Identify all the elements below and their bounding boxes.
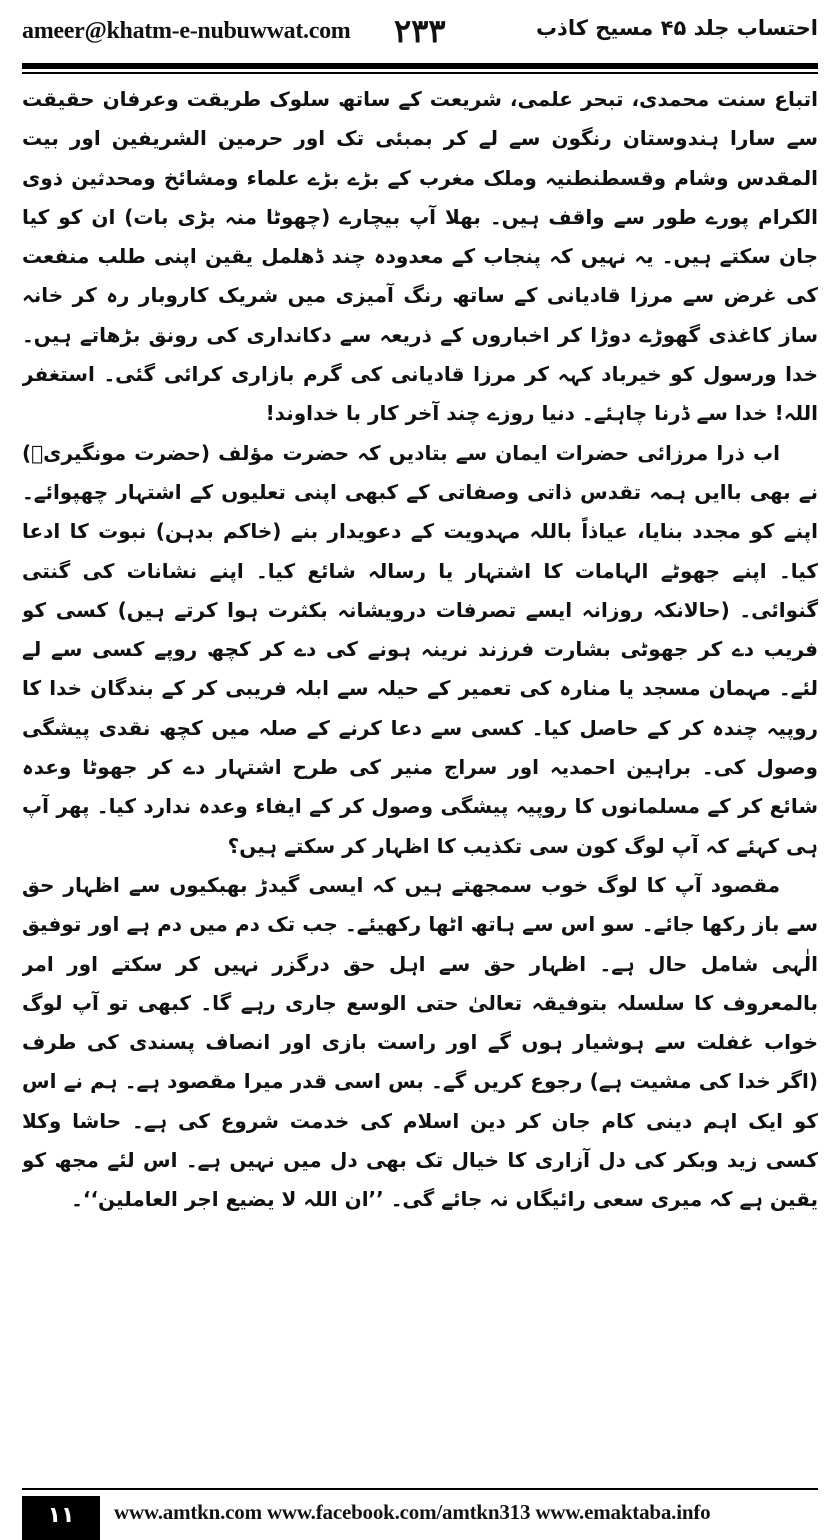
header-page-number: ۲۳۳: [394, 12, 446, 50]
page-header: [22, 12, 818, 60]
footer-website-links[interactable]: www.amtkn.com www.facebook.com/amtkn313 www.emaktaba.info: [114, 1500, 711, 1524]
page-footer: [22, 1488, 818, 1528]
header-rule-thick: [22, 63, 818, 69]
header-rule-thin: [22, 72, 818, 74]
header-email[interactable]: ameer@khatm-e-nubuwwat.com: [22, 18, 351, 44]
header-book-title: احتساب جلد ۴۵ مسیح کاذب: [535, 16, 818, 40]
body-text: [22, 80, 818, 1480]
footer-page-number: ۱۱: [22, 1496, 100, 1540]
paragraph-1: اتباع سنت محمدی، تبحر علمی، شریعت کے ساتھ سلوک طریقت وعرفان حقیقت سے سارا ہندوستان رنگون سے لے کر بمبئی تک اور حرمین الشریفین اور بیت المقدس وشام وقسطنطنیہ وملک مغرب کے بڑے بڑے علماء ومشائخ ومحدثین ذوی الکرام پورے طور سے واقف ہیں۔ بھلا آپ بیچارے (چھوٹا منہ بڑی بات) ان کو کیا جان سکتے ہیں۔ یہ نہیں کہ پنجاب کے معدودہ چند ڈھلمل یقین اپنی طلب منفعت کی غرض سے مرزا قادیانی کے ساتھ رنگ آمیزی میں شریک کاروبار رہ کر خانہ ساز کاغذی گھوڑے دوڑا کر اخباروں کے ذریعہ سے دکانداری کی رونق بڑھاتے ہیں۔ خدا ورسول کو خیرباد کہہ کر مرزا قادیانی کی گرم بازاری کرائی گئی۔ استغفر اللہ! خدا سے ڈرنا چاہئے۔ دنیا روزے چند آخر کار با خداوند!: [22, 87, 818, 426]
footer-rule: [22, 1488, 818, 1490]
paragraph-3: مقصود آپ کا لوگ خوب سمجھتے ہیں کہ ایسی گیدڑ بھبکیوں سے اظہار حق سے باز رکھا جائے۔ سو اس سے ہاتھ اٹھا رکھیئے۔ جب تک دم میں دم ہے اور توفیق الٰہی شامل حال ہے۔ اظہار حق سے اہل حق درگزر نہیں کر سکتے اور امر بالمعروف کا سلسلہ بتوفیقہ تعالیٰ حتی الوسع جاری رہے گا۔ کبھی تو آپ لوگ خواب غفلت سے ہوشیار ہوں گے اور راست بازی اور انصاف پسندی کی طرف (اگر خدا کی مشیت ہے) رجوع کریں گے۔ بس اسی قدر میرا مقصود ہے۔ ہم نے اس کو ایک اہم دینی کام جان کر دین اسلام کی خدمت شروع کی ہے۔ حاشا وکلا کسی زید وبکر کی دل آزاری کا خیال تک بھی دل میں نہیں ہے۔ اس لئے مجھ کو یقین ہے کہ میری سعی رائیگاں نہ جائے گی۔ ’’ان اللہ لا یضیع اجر العاملین‘‘۔: [22, 872, 818, 1212]
paragraph-2: اب ذرا مرزائی حضرات ایمان سے بتادیں کہ حضرت مؤلف (حضرت مونگیریؒ) نے بھی باایں ہمہ تقدس ذاتی وصفاتی کے کبھی اپنی تعلیوں کے اشتہار چھپوائے۔ اپنے کو مجدد بنایا، عیاذاً باللہ مہدویت کے دعویدار بنے (خاکم بدہن) نبوت کا ادعا کیا۔ اپنے جھوٹے الہامات کا اشتہار یا رسالہ شائع کیا۔ اپنے نشانات کی گنتی گنوائی۔ (حالانکہ روزانہ ایسے تصرفات درویشانہ بکثرت ہوا کرتے ہیں) کسی کو فریب دے کر جھوٹی بشارت فرزند نرینہ ہونے کی دے کر کچھ روپے کسی سے لے لئے۔ مہمان مسجد یا منارہ کی تعمیر کے حیلہ سے ابلہ فریبی کر کے بندگان خدا کا روپیہ چندہ کر کے حاصل کیا۔ کسی سے دعا کرنے کے صلہ میں کچھ نقدی پیشگی وصول کی۔ براہین احمدیہ اور سراج منیر کی طرح اشتہار دے کر جھوٹا وعدہ شائع کر کے مسلمانوں کا روپیہ پیشگی وصول کر کے ایفاء وعدہ ندارد کیا۔ پھر آپ ہی کہئے کہ آپ لوگ کون سی تکذیب کا اظہار کر سکتے ہیں؟: [22, 440, 818, 858]
